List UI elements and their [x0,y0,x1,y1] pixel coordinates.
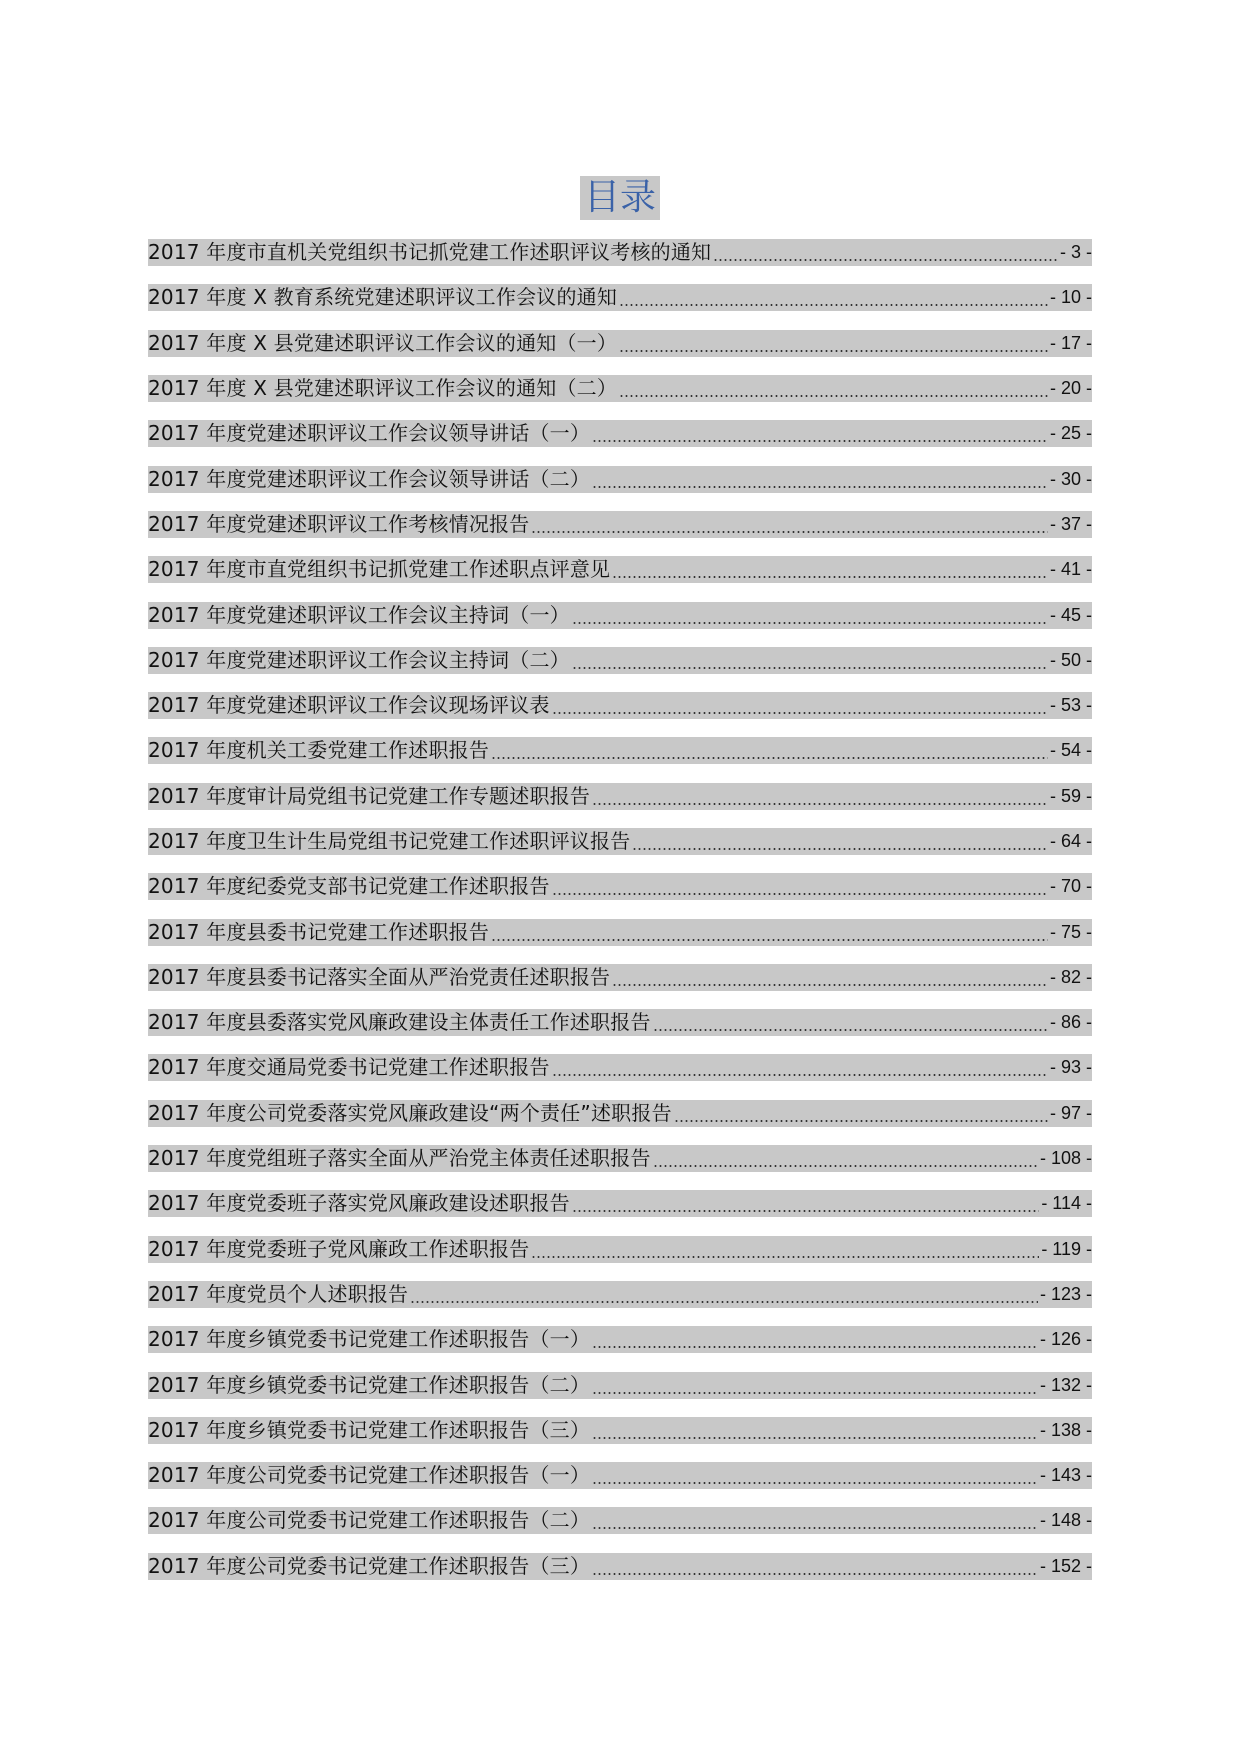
toc-dot-leader [531,511,1048,538]
toc-entry[interactable] [148,1091,1092,1136]
toc-entry-title: 2017 年度县委落实党风廉政建设主体责任工作述职报告 [148,1010,651,1035]
toc-entry-highlight [148,828,1092,855]
toc-entry[interactable] [148,1181,1092,1226]
toc-entry[interactable] [148,1453,1092,1498]
toc-entry-highlight [148,647,1092,674]
toc-entry-highlight [148,1009,1092,1036]
toc-entry-highlight [148,1507,1092,1534]
toc-entry-highlight [148,737,1092,764]
toc-entry[interactable] [148,819,1092,864]
toc-entry-highlight [148,556,1092,583]
toc-entry-title: 2017 年度 X 县党建述职评议工作会议的通知（二） [148,376,618,401]
toc-dot-leader [619,375,1048,402]
toc-entry-highlight [148,239,1092,266]
toc-entry-page-number: - 148 - [1039,1510,1092,1531]
toc-entry-page-number: - 82 - [1049,966,1092,987]
toc-entry-title: 2017 年度机关工委党建工作述职报告 [148,738,490,763]
toc-dot-leader [612,964,1048,991]
toc-entry-page-number: - 25 - [1049,423,1092,444]
toc-dot-leader [619,284,1048,311]
toc-entry-title: 2017 年度乡镇党委书记党建工作述职报告（二） [148,1372,591,1397]
toc-entry-title: 2017 年度党建述职评议工作会议领导讲话（一） [148,421,591,446]
toc-entry-highlight [148,1326,1092,1353]
toc-entry-title: 2017 年度党委班子党风廉政工作述职报告 [148,1236,530,1261]
toc-entry[interactable] [148,1000,1092,1045]
toc-entry-highlight [148,284,1092,311]
toc-entry-title: 2017 年度党建述职评议工作会议现场评议表 [148,693,550,718]
toc-entry[interactable] [148,1045,1092,1090]
toc-list [148,230,1092,1589]
toc-entry-highlight [148,602,1092,629]
toc-entry-title: 2017 年度党员个人述职报告 [148,1281,409,1306]
toc-entry[interactable] [148,321,1092,366]
toc-dot-leader [491,737,1048,764]
toc-entry-page-number: - 152 - [1039,1555,1092,1576]
toc-entry-page-number: - 10 - [1049,287,1092,308]
toc-entry-title: 2017 年度党委班子落实党风廉政建设述职报告 [148,1191,570,1216]
toc-entry-page-number: - 138 - [1039,1419,1092,1440]
toc-dot-leader [592,420,1048,447]
toc-entry[interactable] [148,1408,1092,1453]
toc-entry[interactable] [148,728,1092,773]
toc-entry-title: 2017 年度市直党组织书记抓党建工作述职点评意见 [148,557,611,582]
toc-dot-leader [552,873,1048,900]
toc-entry-title: 2017 年度 X 县党建述职评议工作会议的通知（一） [148,330,618,355]
toc-entry-page-number: - 50 - [1049,649,1092,670]
toc-entry-page-number: - 86 - [1049,1012,1092,1033]
toc-dot-leader [592,466,1048,493]
toc-entry-highlight [148,375,1092,402]
toc-entry-highlight [148,1281,1092,1308]
toc-entry-page-number: - 132 - [1039,1374,1092,1395]
toc-entry[interactable] [148,230,1092,275]
toc-title-container [0,176,1240,220]
toc-entry-highlight [148,330,1092,357]
toc-entry-title: 2017 年度党建述职评议工作会议主持词（二） [148,647,570,672]
toc-dot-leader [592,1553,1038,1580]
toc-entry-page-number: - 59 - [1049,785,1092,806]
toc-entry-title: 2017 年度公司党委书记党建工作述职报告（一） [148,1463,591,1488]
toc-entry-page-number: - 108 - [1039,1148,1092,1169]
toc-entry-page-number: - 70 - [1049,876,1092,897]
toc-entry-title: 2017 年度 X 教育系统党建述职评议工作会议的通知 [148,285,618,310]
toc-dot-leader [592,1417,1038,1444]
toc-entry-page-number: - 41 - [1049,559,1092,580]
toc-dot-leader [653,1145,1038,1172]
toc-entry-page-number: - 45 - [1049,604,1092,625]
toc-entry[interactable] [148,638,1092,683]
toc-dot-leader [612,556,1048,583]
toc-entry[interactable] [148,411,1092,456]
toc-dot-leader [619,330,1048,357]
toc-entry-highlight [148,1417,1092,1444]
toc-dot-leader [674,1100,1048,1127]
toc-dot-leader [572,647,1048,674]
toc-entry[interactable] [148,1136,1092,1181]
toc-entry-page-number: - 126 - [1039,1329,1092,1350]
toc-entry-page-number: - 119 - [1041,1238,1092,1259]
toc-dot-leader [592,1326,1038,1353]
toc-entry[interactable] [148,1227,1092,1272]
toc-entry-title: 2017 年度党组班子落实全面从严治党主体责任述职报告 [148,1146,651,1171]
toc-dot-leader [653,1009,1048,1036]
toc-entry-title: 2017 年度党建述职评议工作考核情况报告 [148,511,530,536]
toc-entry[interactable] [148,774,1092,819]
toc-entry-title: 2017 年度公司党委书记党建工作述职报告（三） [148,1553,591,1578]
toc-entry-highlight [148,1553,1092,1580]
toc-entry[interactable] [148,955,1092,1000]
toc-entry-title: 2017 年度市直机关党组织书记抓党建工作述职评议考核的通知 [148,240,712,265]
toc-entry[interactable] [148,592,1092,637]
toc-entry-highlight [148,873,1092,900]
toc-dot-leader [572,602,1048,629]
toc-entry-page-number: - 75 - [1049,921,1092,942]
toc-entry-title: 2017 年度县委书记党建工作述职报告 [148,919,490,944]
toc-entry[interactable] [148,909,1092,954]
toc-entry-title: 2017 年度公司党委落实党风廉政建设“两个责任”述职报告 [148,1100,672,1125]
toc-entry-highlight [148,1372,1092,1399]
toc-dot-leader [552,692,1048,719]
toc-entry[interactable] [148,683,1092,728]
toc-entry[interactable] [148,502,1092,547]
toc-entry-highlight [148,1100,1092,1127]
toc-dot-leader [491,919,1048,946]
toc-entry-title: 2017 年度交通局党委书记党建工作述职报告 [148,1055,550,1080]
toc-title: 目录 [580,176,660,220]
toc-entry-page-number: - 17 - [1049,332,1092,353]
toc-entry[interactable] [148,1272,1092,1317]
toc-dot-leader [592,1462,1038,1489]
toc-entry-title: 2017 年度党建述职评议工作会议主持词（一） [148,602,570,627]
toc-entry[interactable] [148,1362,1092,1407]
toc-entry-title: 2017 年度纪委党支部书记党建工作述职报告 [148,874,550,899]
toc-entry-highlight [148,1054,1092,1081]
toc-entry-page-number: - 114 - [1041,1193,1092,1214]
toc-entry-page-number: - 20 - [1049,378,1092,399]
toc-entry-page-number: - 123 - [1039,1283,1092,1304]
toc-entry-title: 2017 年度党建述职评议工作会议领导讲话（二） [148,466,591,491]
toc-entry-highlight [148,1145,1092,1172]
toc-entry-page-number: - 64 - [1049,831,1092,851]
toc-dot-leader [632,828,1048,855]
toc-entry-highlight [148,692,1092,719]
toc-entry[interactable] [148,864,1092,909]
toc-entry-title: 2017 年度乡镇党委书记党建工作述职报告（一） [148,1327,591,1352]
toc-entry-page-number: - 93 - [1049,1057,1092,1078]
toc-dot-leader [552,1054,1048,1081]
toc-entry-title: 2017 年度审计局党组书记党建工作专题述职报告 [148,783,591,808]
toc-entry-highlight [148,420,1092,447]
toc-dot-leader [531,1236,1039,1263]
toc-entry-page-number: - 54 - [1049,740,1092,761]
toc-dot-leader [592,783,1048,810]
toc-entry-title: 2017 年度乡镇党委书记党建工作述职报告（三） [148,1417,591,1442]
toc-dot-leader [713,239,1058,266]
toc-entry-title: 2017 年度卫生计生局党组书记党建工作述职评议报告 [148,829,631,853]
toc-entry-page-number: - 143 - [1039,1465,1092,1486]
toc-entry-page-number: - 30 - [1049,468,1092,489]
toc-entry[interactable] [148,275,1092,320]
toc-entry[interactable] [148,1498,1092,1543]
toc-entry[interactable] [148,456,1092,501]
toc-dot-leader [592,1372,1038,1399]
toc-entry-highlight [148,466,1092,493]
toc-entry[interactable] [148,366,1092,411]
toc-entry-highlight [148,783,1092,810]
toc-entry-highlight [148,964,1092,991]
toc-entry-page-number: - 3 - [1059,242,1092,263]
toc-entry[interactable] [148,1544,1092,1589]
toc-entry[interactable] [148,547,1092,592]
toc-entry-highlight [148,1190,1092,1217]
toc-entry-title: 2017 年度县委书记落实全面从严治党责任述职报告 [148,964,611,989]
toc-entry-page-number: - 53 - [1049,695,1092,716]
toc-entry-title: 2017 年度公司党委书记党建工作述职报告（二） [148,1508,591,1533]
toc-entry-page-number: - 37 - [1049,513,1092,534]
toc-entry-highlight [148,1236,1092,1263]
toc-entry-highlight [148,1462,1092,1489]
toc-dot-leader [592,1507,1038,1534]
toc-entry-page-number: - 97 - [1049,1102,1092,1123]
toc-dot-leader [572,1190,1039,1217]
toc-entry-highlight [148,919,1092,946]
toc-dot-leader [410,1281,1038,1308]
toc-entry-highlight [148,511,1092,538]
toc-entry[interactable] [148,1317,1092,1362]
